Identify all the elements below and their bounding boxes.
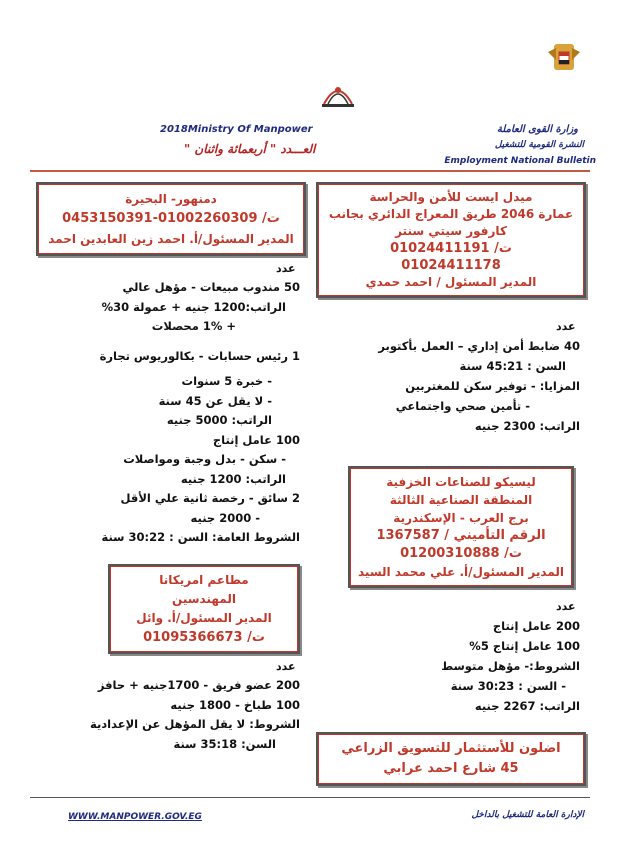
job-line: - 2000 جنيه xyxy=(190,510,260,525)
job-line: - تأمين صحي واجتماعي xyxy=(395,399,530,413)
company-location: المهندسين xyxy=(172,592,236,606)
website-link[interactable]: WWW.MANPOWER.GOV.EG xyxy=(68,812,202,822)
job-line: - لا يقل عن 45 سنة xyxy=(158,393,272,408)
company-name: ليسيكو للصناعات الخزفية xyxy=(386,475,536,489)
job-line: الراتب: 2267 جنيه xyxy=(474,699,580,713)
company-address-2: كارفور سيتي سنتر xyxy=(395,224,507,238)
ministry-logo xyxy=(318,76,358,110)
company-phone: ت/ 01095366673 xyxy=(143,630,265,645)
company-address: المنطقة الصناعية الثالثة xyxy=(389,493,533,507)
job-line: السن : 45:21 سنة xyxy=(459,359,566,373)
footer-department: الإدارة العامة للتشغيل بالداخل xyxy=(471,810,584,820)
company-name: مطاعم امريكانا xyxy=(159,573,249,587)
ministry-name-english: 2018Ministry Of Manpower xyxy=(160,124,313,135)
job-line: الراتب: 5000 جنيه xyxy=(166,413,272,427)
job-line: 2 سائق - رخصة ثانية علي الأقل xyxy=(120,491,300,505)
jobs-block-americana xyxy=(36,676,300,754)
company-name: اضلون للأستثمار للتسويق الزراعي xyxy=(341,741,561,756)
company-location: دمنهور- البحيرة xyxy=(125,192,217,206)
job-line: - سكن - بدل وجبة ومواصلات xyxy=(123,452,286,466)
company-box-middle-east xyxy=(316,182,586,298)
job-line: 100 عامل إنتاج xyxy=(212,432,300,447)
company-box-americana xyxy=(108,564,300,654)
job-line: 200 عامل إنتاج xyxy=(492,619,580,633)
company-address: 45 شارع احمد عرابي xyxy=(383,761,519,776)
issue-number: العـــدد " أربعمائة واثنان " xyxy=(184,142,316,156)
company-address: عمارة 2046 طريق المعراج الدائري بجانب xyxy=(328,207,574,221)
company-name: ميدل ايست للأمن والحراسة xyxy=(369,190,533,204)
job-line: الشروط:- مؤهل متوسط xyxy=(441,659,580,673)
company-manager: المدير المسئول/أ. علي محمد السيد xyxy=(358,565,564,579)
count-label: عدد xyxy=(556,320,576,333)
ministry-name-arabic: وزارة القوى العاملة xyxy=(496,124,578,135)
job-line: 40 ضابط أمن إداري – العمل بأكتوبر xyxy=(378,339,580,353)
company-phone: ت/ 01002260309-0453150391 xyxy=(62,211,280,226)
jobs-block-middle-east xyxy=(320,336,580,436)
job-line: 200 عضو فريق - 1700جنيه + حافز xyxy=(97,678,300,692)
job-line: 100 طباخ - 1800 جنيه xyxy=(170,697,300,712)
job-line: الراتب: 2300 جنيه xyxy=(474,419,580,433)
count-label: عدد xyxy=(556,600,576,613)
company-phone-2: 01024411178 xyxy=(401,258,501,273)
company-phone: ت/ 01024411191 xyxy=(390,241,512,256)
company-box-damanhour xyxy=(36,182,306,256)
company-manager: المدير المسئول/أ. احمد زين العابدين احمد xyxy=(48,232,294,246)
job-line: 1 رئيس حسابات - بكالوريوس تجارة xyxy=(99,348,300,363)
company-insurance-number: الرقم التأميني / 1367587 xyxy=(376,528,546,543)
company-manager: المدير المسئول / احمد حمدي xyxy=(365,275,537,289)
job-line: 100 عامل إنتاج 5% xyxy=(469,639,580,653)
job-line: الراتب: 1200 جنيه xyxy=(180,471,286,486)
company-phone: ت/ 01200310888 xyxy=(400,546,522,561)
jobs-block-lesico xyxy=(320,616,580,716)
job-line: + 1% محصلات xyxy=(151,319,236,333)
job-line: الراتب:1200 جنيه + عمولة 30% xyxy=(101,299,286,314)
job-line: - خبرة 5 سنوات xyxy=(181,374,272,388)
company-address-2: برج العرب - الإسكندرية xyxy=(393,511,529,525)
jobs-block-damanhour xyxy=(36,278,300,548)
count-label: عدد xyxy=(276,262,296,275)
job-line: الشروط: لا يقل المؤهل عن الإعدادية xyxy=(89,717,300,731)
job-line: المزايا: - توفير سكن للمغتربين xyxy=(405,379,580,393)
company-manager: المدير المسئول/أ. وائل xyxy=(136,611,272,625)
company-box-adlon xyxy=(316,732,586,786)
count-label: عدد xyxy=(276,660,296,673)
job-line: السن: 35:18 سنة xyxy=(173,736,276,751)
header-divider xyxy=(30,170,590,172)
job-line: - السن : 30:23 سنة xyxy=(450,679,566,693)
egypt-eagle-emblem xyxy=(546,40,582,74)
job-line: 50 مندوب مبيعات - مؤهل عالي xyxy=(122,280,300,294)
bulletin-name-arabic: النشرة القومية للتشغيل xyxy=(494,140,584,150)
job-line: الشروط العامة: السن : 30:22 سنة xyxy=(101,530,300,544)
company-box-lesico xyxy=(348,466,574,588)
footer-divider xyxy=(30,797,590,798)
bulletin-name-english: Employment National Bulletin xyxy=(444,156,596,166)
